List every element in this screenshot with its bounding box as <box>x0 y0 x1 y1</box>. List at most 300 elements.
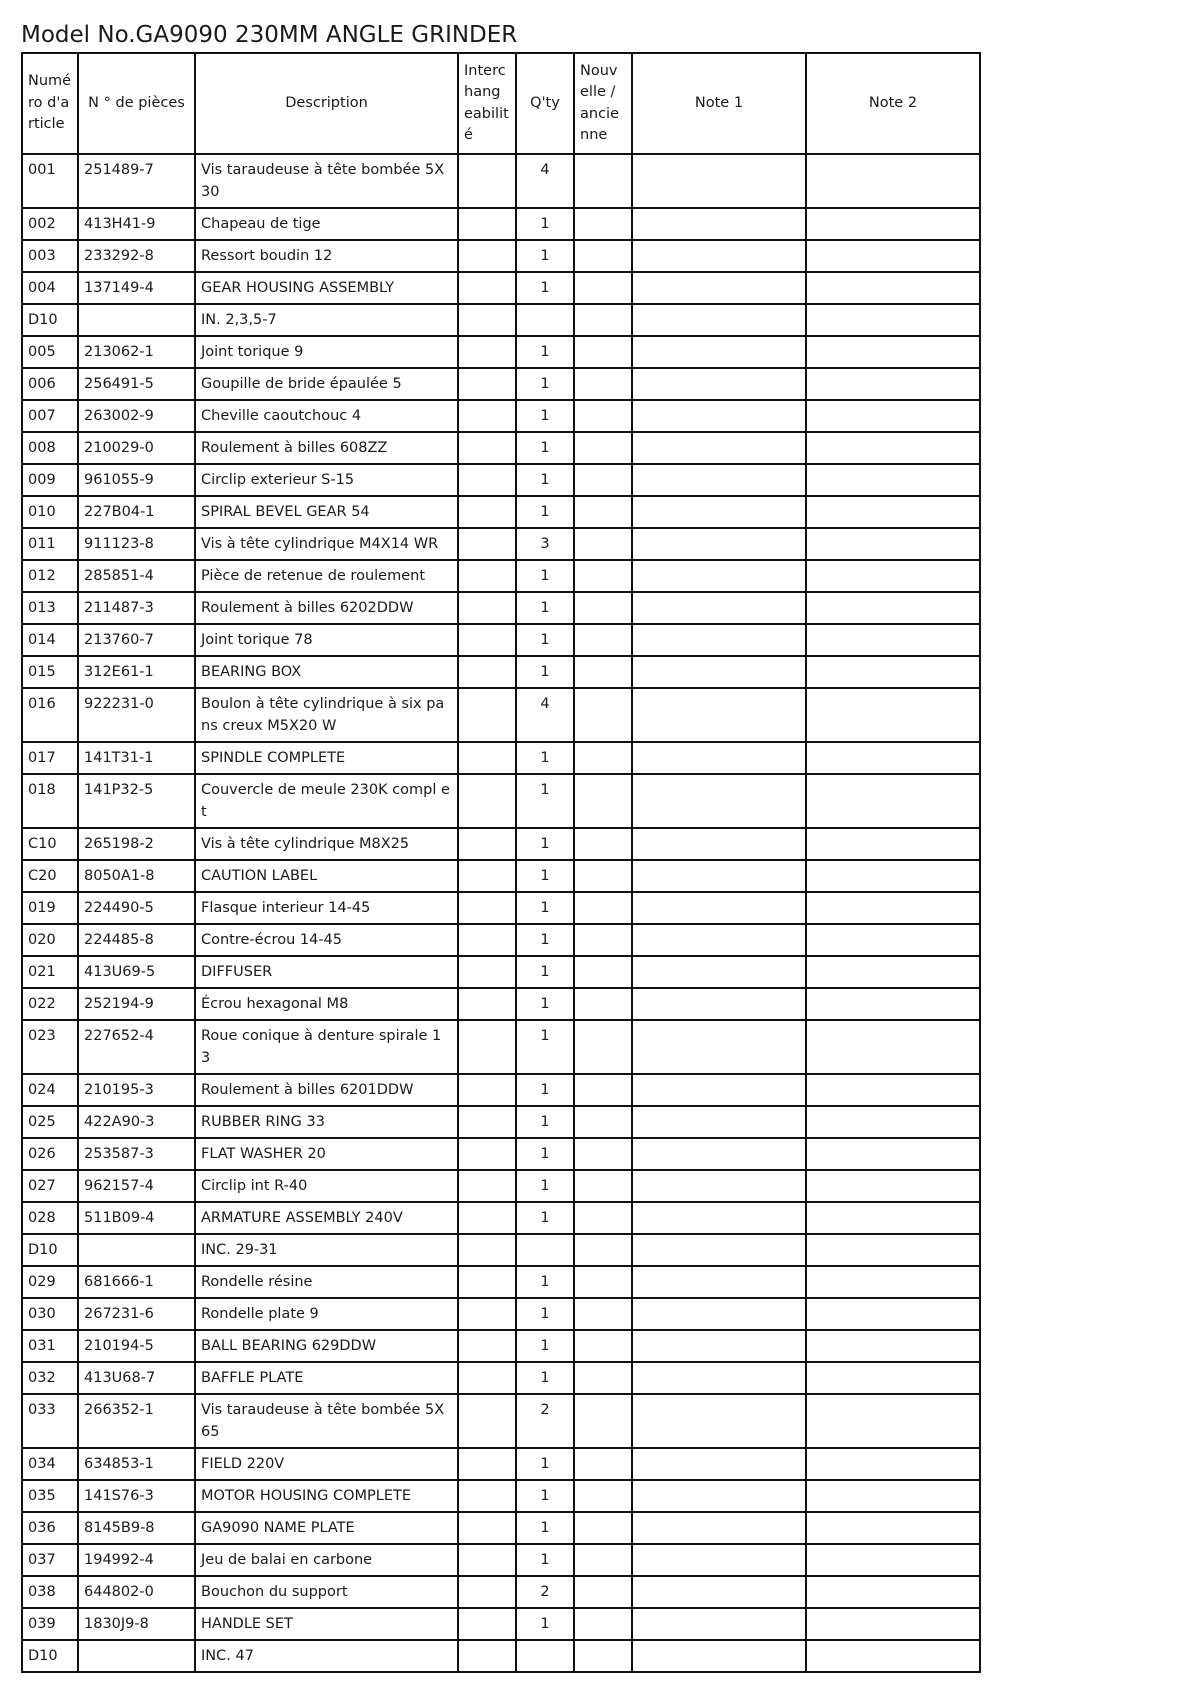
item-number-cell: 009 <box>22 464 78 496</box>
part-number-cell: 911123-8 <box>78 528 195 560</box>
table-row <box>22 1298 980 1330</box>
col-header-note-2: Note 2 <box>806 53 980 154</box>
note-1-cell <box>632 1106 806 1138</box>
table-row <box>22 1074 980 1106</box>
table-row <box>22 1170 980 1202</box>
interchangeability-cell <box>458 272 516 304</box>
quantity-cell: 1 <box>516 956 574 988</box>
quantity-cell: 1 <box>516 828 574 860</box>
interchangeability-cell <box>458 592 516 624</box>
quantity-cell: 1 <box>516 624 574 656</box>
description-cell: Rondelle plate 9 <box>195 1298 458 1330</box>
note-1-cell <box>632 1448 806 1480</box>
quantity-cell: 4 <box>516 688 574 742</box>
interchangeability-cell <box>458 1394 516 1448</box>
table-row <box>22 828 980 860</box>
part-number-cell: 141S76-3 <box>78 1480 195 1512</box>
new-old-cell <box>574 1074 632 1106</box>
table-row <box>22 464 980 496</box>
interchangeability-cell <box>458 1298 516 1330</box>
interchangeability-cell <box>458 892 516 924</box>
description-cell: IN. 2,3,5-7 <box>195 304 458 336</box>
note-2-cell <box>806 1448 980 1480</box>
part-number-cell: 194992-4 <box>78 1544 195 1576</box>
part-number-cell: 227B04-1 <box>78 496 195 528</box>
interchangeability-cell <box>458 828 516 860</box>
new-old-cell <box>574 1608 632 1640</box>
description-cell: BALL BEARING 629DDW <box>195 1330 458 1362</box>
note-1-cell <box>632 1138 806 1170</box>
note-2-cell <box>806 432 980 464</box>
table-row <box>22 208 980 240</box>
new-old-cell <box>574 432 632 464</box>
note-2-cell <box>806 154 980 208</box>
interchangeability-cell <box>458 860 516 892</box>
interchangeability-cell <box>458 1576 516 1608</box>
interchangeability-cell <box>458 656 516 688</box>
item-number-cell: 020 <box>22 924 78 956</box>
item-number-cell: 026 <box>22 1138 78 1170</box>
item-number-cell: 030 <box>22 1298 78 1330</box>
description-cell: Chapeau de tige <box>195 208 458 240</box>
note-1-cell <box>632 828 806 860</box>
part-number-cell: 210194-5 <box>78 1330 195 1362</box>
description-cell: RUBBER RING 33 <box>195 1106 458 1138</box>
quantity-cell: 1 <box>516 400 574 432</box>
item-number-cell: 002 <box>22 208 78 240</box>
quantity-cell: 1 <box>516 774 574 828</box>
table-row <box>22 988 980 1020</box>
quantity-cell: 1 <box>516 1298 574 1330</box>
table-row <box>22 688 980 742</box>
description-cell: Circlip exterieur S-15 <box>195 464 458 496</box>
note-2-cell <box>806 304 980 336</box>
part-number-cell: 1830J9-8 <box>78 1608 195 1640</box>
table-row <box>22 496 980 528</box>
part-number-cell: 413U69-5 <box>78 956 195 988</box>
item-number-cell: 012 <box>22 560 78 592</box>
note-1-cell <box>632 1362 806 1394</box>
note-2-cell <box>806 368 980 400</box>
note-2-cell <box>806 1480 980 1512</box>
new-old-cell <box>574 860 632 892</box>
description-cell: INC. 29-31 <box>195 1234 458 1266</box>
item-number-cell: 025 <box>22 1106 78 1138</box>
item-number-cell: 010 <box>22 496 78 528</box>
description-cell: Roulement à billes 608ZZ <box>195 432 458 464</box>
part-number-cell: 312E61-1 <box>78 656 195 688</box>
interchangeability-cell <box>458 304 516 336</box>
note-2-cell <box>806 892 980 924</box>
note-2-cell <box>806 742 980 774</box>
note-2-cell <box>806 956 980 988</box>
item-number-cell: 029 <box>22 1266 78 1298</box>
description-cell: CAUTION LABEL <box>195 860 458 892</box>
quantity-cell: 1 <box>516 1202 574 1234</box>
note-2-cell <box>806 528 980 560</box>
quantity-cell: 1 <box>516 336 574 368</box>
col-header-part-number: N ° de pièces <box>78 53 195 154</box>
description-cell: Écrou hexagonal M8 <box>195 988 458 1020</box>
note-1-cell <box>632 304 806 336</box>
description-cell: Vis taraudeuse à tête bombée 5X 65 <box>195 1394 458 1448</box>
part-number-cell: 213062-1 <box>78 336 195 368</box>
quantity-cell: 1 <box>516 272 574 304</box>
interchangeability-cell <box>458 1448 516 1480</box>
note-2-cell <box>806 1394 980 1448</box>
item-number-cell: 015 <box>22 656 78 688</box>
quantity-cell: 1 <box>516 1106 574 1138</box>
quantity-cell: 1 <box>516 1020 574 1074</box>
interchangeability-cell <box>458 1138 516 1170</box>
table-row <box>22 1234 980 1266</box>
table-row <box>22 924 980 956</box>
note-2-cell <box>806 592 980 624</box>
table-row <box>22 1020 980 1074</box>
note-1-cell <box>632 1202 806 1234</box>
item-number-cell: 024 <box>22 1074 78 1106</box>
interchangeability-cell <box>458 624 516 656</box>
parts-table <box>21 52 981 1673</box>
part-number-cell: 422A90-3 <box>78 1106 195 1138</box>
part-number-cell: 511B09-4 <box>78 1202 195 1234</box>
quantity-cell: 1 <box>516 368 574 400</box>
new-old-cell <box>574 592 632 624</box>
part-number-cell: 256491-5 <box>78 368 195 400</box>
new-old-cell <box>574 1544 632 1576</box>
note-2-cell <box>806 924 980 956</box>
interchangeability-cell <box>458 464 516 496</box>
interchangeability-cell <box>458 1608 516 1640</box>
table-row <box>22 774 980 828</box>
quantity-cell: 1 <box>516 1480 574 1512</box>
description-cell: Vis taraudeuse à tête bombée 5X 30 <box>195 154 458 208</box>
note-2-cell <box>806 336 980 368</box>
item-number-cell: C20 <box>22 860 78 892</box>
item-number-cell: 007 <box>22 400 78 432</box>
note-1-cell <box>632 496 806 528</box>
note-1-cell <box>632 560 806 592</box>
note-1-cell <box>632 656 806 688</box>
part-number-cell: 922231-0 <box>78 688 195 742</box>
interchangeability-cell <box>458 154 516 208</box>
interchangeability-cell <box>458 400 516 432</box>
note-1-cell <box>632 1480 806 1512</box>
quantity-cell: 3 <box>516 528 574 560</box>
item-number-cell: 021 <box>22 956 78 988</box>
interchangeability-cell <box>458 1512 516 1544</box>
item-number-cell: 027 <box>22 1170 78 1202</box>
new-old-cell <box>574 208 632 240</box>
interchangeability-cell <box>458 208 516 240</box>
col-header-interchangeability: Interc hang eabilit é <box>458 53 516 154</box>
part-number-cell: 8050A1-8 <box>78 860 195 892</box>
new-old-cell <box>574 560 632 592</box>
item-number-cell: 008 <box>22 432 78 464</box>
note-2-cell <box>806 560 980 592</box>
description-cell: Boulon à tête cylindrique à six pa ns creux M5X20 W <box>195 688 458 742</box>
description-cell: GA9090 NAME PLATE <box>195 1512 458 1544</box>
part-number-cell <box>78 304 195 336</box>
description-cell: Bouchon du support <box>195 1576 458 1608</box>
new-old-cell <box>574 1138 632 1170</box>
interchangeability-cell <box>458 742 516 774</box>
description-cell: BAFFLE PLATE <box>195 1362 458 1394</box>
item-number-cell: 028 <box>22 1202 78 1234</box>
new-old-cell <box>574 1640 632 1672</box>
note-2-cell <box>806 1330 980 1362</box>
note-1-cell <box>632 432 806 464</box>
part-number-cell <box>78 1640 195 1672</box>
new-old-cell <box>574 1266 632 1298</box>
description-cell: SPIRAL BEVEL GEAR 54 <box>195 496 458 528</box>
part-number-cell: 961055-9 <box>78 464 195 496</box>
part-number-cell: 253587-3 <box>78 1138 195 1170</box>
table-row <box>22 368 980 400</box>
new-old-cell <box>574 1512 632 1544</box>
quantity-cell: 1 <box>516 208 574 240</box>
note-1-cell <box>632 400 806 432</box>
note-2-cell <box>806 1608 980 1640</box>
item-number-cell: 036 <box>22 1512 78 1544</box>
part-number-cell: 8145B9-8 <box>78 1512 195 1544</box>
description-cell: Jeu de balai en carbone <box>195 1544 458 1576</box>
quantity-cell: 1 <box>516 1330 574 1362</box>
col-header-description: Description <box>195 53 458 154</box>
new-old-cell <box>574 1362 632 1394</box>
table-header-row <box>22 53 980 154</box>
new-old-cell <box>574 956 632 988</box>
note-2-cell <box>806 624 980 656</box>
note-2-cell <box>806 1138 980 1170</box>
new-old-cell <box>574 828 632 860</box>
table-row <box>22 860 980 892</box>
table-row <box>22 1480 980 1512</box>
note-1-cell <box>632 688 806 742</box>
note-1-cell <box>632 742 806 774</box>
part-number-cell: 285851-4 <box>78 560 195 592</box>
note-1-cell <box>632 1074 806 1106</box>
description-cell: Pièce de retenue de roulement <box>195 560 458 592</box>
description-cell: HANDLE SET <box>195 1608 458 1640</box>
table-row <box>22 240 980 272</box>
table-row <box>22 656 980 688</box>
part-number-cell: 213760-7 <box>78 624 195 656</box>
note-2-cell <box>806 828 980 860</box>
description-cell: SPINDLE COMPLETE <box>195 742 458 774</box>
new-old-cell <box>574 688 632 742</box>
interchangeability-cell <box>458 1544 516 1576</box>
quantity-cell: 1 <box>516 892 574 924</box>
note-1-cell <box>632 1298 806 1330</box>
note-1-cell <box>632 464 806 496</box>
quantity-cell: 1 <box>516 1138 574 1170</box>
part-number-cell: 251489-7 <box>78 154 195 208</box>
item-number-cell: 037 <box>22 1544 78 1576</box>
description-cell: Circlip int R-40 <box>195 1170 458 1202</box>
note-1-cell <box>632 956 806 988</box>
note-1-cell <box>632 1234 806 1266</box>
quantity-cell: 2 <box>516 1576 574 1608</box>
interchangeability-cell <box>458 1234 516 1266</box>
item-number-cell: 033 <box>22 1394 78 1448</box>
col-header-quantity: Q'ty <box>516 53 574 154</box>
table-row <box>22 400 980 432</box>
note-2-cell <box>806 272 980 304</box>
new-old-cell <box>574 368 632 400</box>
quantity-cell <box>516 1234 574 1266</box>
col-header-note-1: Note 1 <box>632 53 806 154</box>
item-number-cell: 017 <box>22 742 78 774</box>
interchangeability-cell <box>458 560 516 592</box>
new-old-cell <box>574 1330 632 1362</box>
note-1-cell <box>632 1170 806 1202</box>
new-old-cell <box>574 624 632 656</box>
part-number-cell: 233292-8 <box>78 240 195 272</box>
table-row <box>22 1330 980 1362</box>
item-number-cell: 014 <box>22 624 78 656</box>
new-old-cell <box>574 1020 632 1074</box>
note-1-cell <box>632 1020 806 1074</box>
new-old-cell <box>574 1480 632 1512</box>
note-2-cell <box>806 240 980 272</box>
quantity-cell: 1 <box>516 1170 574 1202</box>
description-cell: Roulement à billes 6201DDW <box>195 1074 458 1106</box>
table-row <box>22 1512 980 1544</box>
new-old-cell <box>574 272 632 304</box>
note-2-cell <box>806 1362 980 1394</box>
description-cell: DIFFUSER <box>195 956 458 988</box>
description-cell: GEAR HOUSING ASSEMBLY <box>195 272 458 304</box>
note-2-cell <box>806 1298 980 1330</box>
quantity-cell: 1 <box>516 432 574 464</box>
quantity-cell: 1 <box>516 1074 574 1106</box>
table-row <box>22 336 980 368</box>
part-number-cell: 210195-3 <box>78 1074 195 1106</box>
quantity-cell <box>516 304 574 336</box>
table-row <box>22 624 980 656</box>
new-old-cell <box>574 1394 632 1448</box>
quantity-cell: 1 <box>516 1512 574 1544</box>
table-row <box>22 892 980 924</box>
interchangeability-cell <box>458 1074 516 1106</box>
interchangeability-cell <box>458 774 516 828</box>
note-2-cell <box>806 1234 980 1266</box>
quantity-cell: 1 <box>516 560 574 592</box>
table-row <box>22 1362 980 1394</box>
part-number-cell: 634853-1 <box>78 1448 195 1480</box>
quantity-cell: 1 <box>516 592 574 624</box>
part-number-cell: 224485-8 <box>78 924 195 956</box>
description-cell: Joint torique 9 <box>195 336 458 368</box>
item-number-cell: 001 <box>22 154 78 208</box>
quantity-cell: 1 <box>516 742 574 774</box>
quantity-cell: 1 <box>516 1266 574 1298</box>
interchangeability-cell <box>458 1170 516 1202</box>
document-title: Model No.GA9090 230MM ANGLE GRINDER <box>21 22 518 48</box>
table-row <box>22 1394 980 1448</box>
part-number-cell: 644802-0 <box>78 1576 195 1608</box>
table-row <box>22 1266 980 1298</box>
quantity-cell: 1 <box>516 1448 574 1480</box>
note-1-cell <box>632 774 806 828</box>
new-old-cell <box>574 1576 632 1608</box>
item-number-cell: 031 <box>22 1330 78 1362</box>
note-2-cell <box>806 1512 980 1544</box>
part-number-cell: 227652-4 <box>78 1020 195 1074</box>
note-1-cell <box>632 1330 806 1362</box>
item-number-cell: D10 <box>22 304 78 336</box>
interchangeability-cell <box>458 336 516 368</box>
description-cell: Cheville caoutchouc 4 <box>195 400 458 432</box>
description-cell: ARMATURE ASSEMBLY 240V <box>195 1202 458 1234</box>
table-row <box>22 528 980 560</box>
description-cell: Vis à tête cylindrique M4X14 WR <box>195 528 458 560</box>
description-cell: Flasque interieur 14-45 <box>195 892 458 924</box>
interchangeability-cell <box>458 496 516 528</box>
quantity-cell: 1 <box>516 656 574 688</box>
description-cell: Roulement à billes 6202DDW <box>195 592 458 624</box>
new-old-cell <box>574 656 632 688</box>
description-cell: INC. 47 <box>195 1640 458 1672</box>
note-2-cell <box>806 1074 980 1106</box>
quantity-cell: 2 <box>516 1394 574 1448</box>
item-number-cell: 038 <box>22 1576 78 1608</box>
description-cell: Ressort boudin 12 <box>195 240 458 272</box>
interchangeability-cell <box>458 432 516 464</box>
item-number-cell: D10 <box>22 1640 78 1672</box>
note-2-cell <box>806 1170 980 1202</box>
new-old-cell <box>574 924 632 956</box>
interchangeability-cell <box>458 1330 516 1362</box>
table-row <box>22 1544 980 1576</box>
parts-table-body <box>22 154 980 1672</box>
table-row <box>22 560 980 592</box>
table-row <box>22 304 980 336</box>
note-1-cell <box>632 154 806 208</box>
item-number-cell: 032 <box>22 1362 78 1394</box>
note-1-cell <box>632 1608 806 1640</box>
table-row <box>22 1138 980 1170</box>
note-1-cell <box>632 1394 806 1448</box>
new-old-cell <box>574 400 632 432</box>
table-row <box>22 1608 980 1640</box>
new-old-cell <box>574 528 632 560</box>
note-2-cell <box>806 1202 980 1234</box>
col-header-item-number: Numé ro d'a rticle <box>22 53 78 154</box>
interchangeability-cell <box>458 1640 516 1672</box>
note-2-cell <box>806 988 980 1020</box>
note-2-cell <box>806 688 980 742</box>
interchangeability-cell <box>458 1202 516 1234</box>
interchangeability-cell <box>458 368 516 400</box>
note-2-cell <box>806 1106 980 1138</box>
new-old-cell <box>574 988 632 1020</box>
description-cell: Vis à tête cylindrique M8X25 <box>195 828 458 860</box>
interchangeability-cell <box>458 1106 516 1138</box>
description-cell: MOTOR HOUSING COMPLETE <box>195 1480 458 1512</box>
description-cell: Roue conique à denture spirale 1 3 <box>195 1020 458 1074</box>
interchangeability-cell <box>458 1480 516 1512</box>
table-row <box>22 956 980 988</box>
note-1-cell <box>632 624 806 656</box>
part-number-cell: 266352-1 <box>78 1394 195 1448</box>
item-number-cell: C10 <box>22 828 78 860</box>
quantity-cell: 1 <box>516 1362 574 1394</box>
new-old-cell <box>574 1234 632 1266</box>
note-1-cell <box>632 860 806 892</box>
note-2-cell <box>806 656 980 688</box>
